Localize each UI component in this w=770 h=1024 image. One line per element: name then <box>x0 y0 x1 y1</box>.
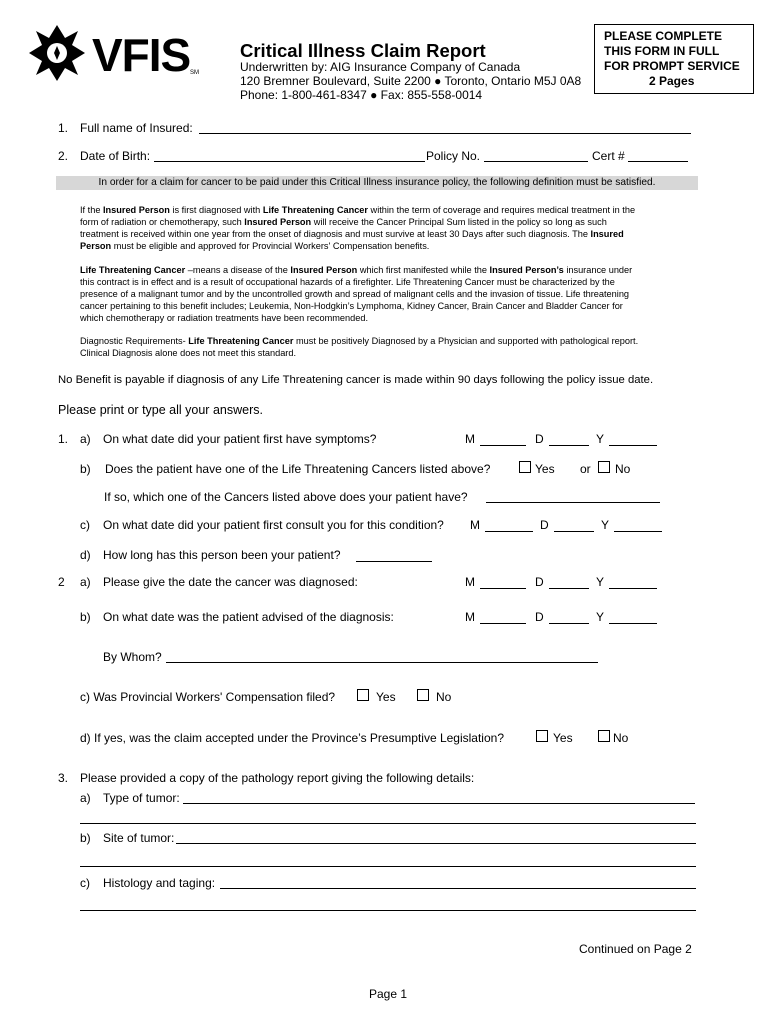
q2c-yes-label: Yes <box>376 690 396 704</box>
logo-text: VFIS <box>92 29 191 81</box>
q2c-no-checkbox[interactable] <box>417 689 429 701</box>
full-name-label: Full name of Insured: <box>80 121 193 135</box>
q1a-day[interactable] <box>549 445 589 446</box>
q1-num: 1. <box>58 432 69 446</box>
q2c-yes-checkbox[interactable] <box>357 689 369 701</box>
q1c-m-label: M <box>470 518 480 532</box>
q3c-field[interactable] <box>220 888 696 889</box>
q2b-text: On what date was the patient advised of the diagnosis: <box>103 610 394 624</box>
dob-label: Date of Birth: <box>80 149 151 163</box>
q1c-day[interactable] <box>554 531 594 532</box>
q1a-year[interactable] <box>609 445 657 446</box>
q3c-letter: c) <box>80 876 90 890</box>
by-whom-label: By Whom? <box>103 650 162 664</box>
full-name-field[interactable] <box>199 133 691 134</box>
q3a-letter: a) <box>80 791 91 805</box>
phone: Phone: 1-800-461-8347 ● Fax: 855-558-0014 <box>240 88 483 102</box>
underwriter: Underwritten by: AIG Insurance Company of Canada <box>240 60 521 74</box>
q1a-m-label: M <box>465 432 475 446</box>
q1b-or: or <box>580 462 591 476</box>
q1b-letter: b) <box>80 462 91 476</box>
notice-line-4: 2 Pages <box>649 74 695 88</box>
policy-field[interactable] <box>484 161 588 162</box>
q1b-text: Does the patient have one of the Life Threatening Cancers listed above? <box>105 462 491 476</box>
q2b-day[interactable] <box>549 623 589 624</box>
q3c-field-line2[interactable] <box>80 910 696 911</box>
print-type-note: Please print or type all your answers. <box>58 403 263 417</box>
definition-cancer: Life Threatening Cancer –means a disease of the Insured Person which first manifested while the Insured Person’s insurance under this contract is in effect and is a result of occupational hazards of a firefighter. Life Threatening Cancer must be characterized by the presence of a malignant tumor and by the uncontrolled growth and spread of malignant cells and the invasion of tissue. Life threatening cancer pertaining to this benefit includes; Leukemia, Non-Hodgkin’s Lymphoma, Kidney Cancer, Brain Cancer and Bladder Cancer for which chemotherapy or radiation treatments have been recommended. <box>80 265 633 323</box>
q2c-no-label: No <box>436 690 452 704</box>
definition-banner <box>56 176 698 190</box>
q1a-month[interactable] <box>480 445 526 446</box>
q2b-d-label: D <box>535 610 544 624</box>
q1b-yes-label: Yes <box>535 462 555 476</box>
q1d-field[interactable] <box>356 561 432 562</box>
q2a-letter: a) <box>80 575 91 589</box>
no-benefit-note: No Benefit is payable if diagnosis of any Life Threatening cancer is made within 90 days following the policy issue date. <box>58 374 654 386</box>
q2b-year[interactable] <box>609 623 657 624</box>
q1b-no-label: No <box>615 462 631 476</box>
q1a-d-label: D <box>535 432 544 446</box>
policy-label: Policy No. <box>426 149 481 163</box>
notice-line-3: FOR PROMPT SERVICE <box>604 59 740 73</box>
q3-text: Please provided a copy of the pathology report giving the following details: <box>80 771 475 785</box>
notice-line-2: THIS FORM IN FULL <box>604 44 720 58</box>
q3b-text: Site of tumor: <box>103 831 175 845</box>
q3-num: 3. <box>58 771 69 785</box>
q3a-field[interactable] <box>183 803 695 804</box>
q2d-yes-label: Yes <box>553 731 573 745</box>
q2b-m-label: M <box>465 610 475 624</box>
q1a-y-label: Y <box>596 432 605 446</box>
q1b-no-checkbox[interactable] <box>598 461 610 473</box>
q2a-y-label: Y <box>596 575 605 589</box>
notice-line-1: PLEASE COMPLETE <box>604 29 723 43</box>
notice-box <box>594 24 754 94</box>
q3b-field[interactable] <box>176 843 696 844</box>
q3c-text: Histology and taging: <box>103 876 216 890</box>
q1c-year[interactable] <box>614 531 662 532</box>
q2d-no-checkbox[interactable] <box>598 730 610 742</box>
q2b-letter: b) <box>80 610 91 624</box>
q1c-text: On what date did your patient first consult you for this condition? <box>103 518 444 532</box>
q2-number: 2. <box>58 149 69 163</box>
cert-label: Cert # <box>592 149 625 163</box>
q1c-d-label: D <box>540 518 549 532</box>
q1b-cancer-field[interactable] <box>486 502 660 503</box>
q2b-y-label: Y <box>596 610 605 624</box>
dob-field[interactable] <box>154 161 425 162</box>
q1a-letter: a) <box>80 432 91 446</box>
q3b-field-line2[interactable] <box>80 866 696 867</box>
address: 120 Bremner Boulevard, Suite 2200 ● Toronto, Ontario M5J 0A8 <box>240 74 582 88</box>
q2a-m-label: M <box>465 575 475 589</box>
q2d-text: d) If yes, was the claim accepted under the Province’s Presumptive Legislation? <box>80 731 504 745</box>
q1d-text: How long has this person been your patient? <box>103 548 341 562</box>
page-number: Page 1 <box>369 987 408 1001</box>
q2a-d-label: D <box>535 575 544 589</box>
q1b-if-text: If so, which one of the Cancers listed above does your patient have? <box>104 490 468 504</box>
q2a-day[interactable] <box>549 588 589 589</box>
maltese-cross-icon <box>26 22 88 84</box>
definition-insured: If the Insured Person is first diagnosed with Life Threatening Cancer within the term of coverage and requires medical treatment in the form of radiation or chemotherapy, such Insured Person will receive the Cancer Principal Sum listed in the policy so long as such treatment is received within one year from the onset of diagnosis and must survive at least 30 Days after such diagnosis. The Insured Person must be eligible and approved for Provincial Workers' Compensation benefits. <box>80 205 636 251</box>
q2a-text: Please give the date the cancer was diagnosed: <box>103 575 358 589</box>
q3a-field-line2[interactable] <box>80 823 696 824</box>
by-whom-field[interactable] <box>166 662 598 663</box>
q2a-year[interactable] <box>609 588 657 589</box>
q1-number: 1. <box>58 121 69 135</box>
q1b-yes-checkbox[interactable] <box>519 461 531 473</box>
q1c-month[interactable] <box>485 531 533 532</box>
page-title: Critical Illness Claim Report <box>240 40 486 61</box>
banner-text: In order for a claim for cancer to be paid under this Critical Illness insurance policy, the following definition must be satisfied. <box>98 177 656 188</box>
q3b-letter: b) <box>80 831 91 845</box>
q2a-month[interactable] <box>480 588 526 589</box>
q2b-month[interactable] <box>480 623 526 624</box>
continued-note: Continued on Page 2 <box>579 942 692 956</box>
q1c-letter: c) <box>80 518 90 532</box>
q1c-y-label: Y <box>601 518 610 532</box>
q2d-yes-checkbox[interactable] <box>536 730 548 742</box>
q1d-letter: d) <box>80 548 91 562</box>
logo-sm: SM <box>190 70 199 76</box>
q2d-no-label: No <box>613 731 629 745</box>
q1a-text: On what date did your patient first have symptoms? <box>103 432 377 446</box>
q3a-text: Type of tumor: <box>103 791 180 805</box>
vfis-logo <box>26 22 206 82</box>
q2-num: 2 <box>58 575 65 589</box>
cert-field[interactable] <box>628 161 688 162</box>
q2c-text: c) Was Provincial Workers' Compensation filed? <box>80 690 336 704</box>
definition-diagnostic: Diagnostic Requirements- Life Threatening Cancer must be positively Diagnosed by a Physician and supported with pathological report. Clinical Diagnosis alone does not meet this standard. <box>80 336 639 358</box>
